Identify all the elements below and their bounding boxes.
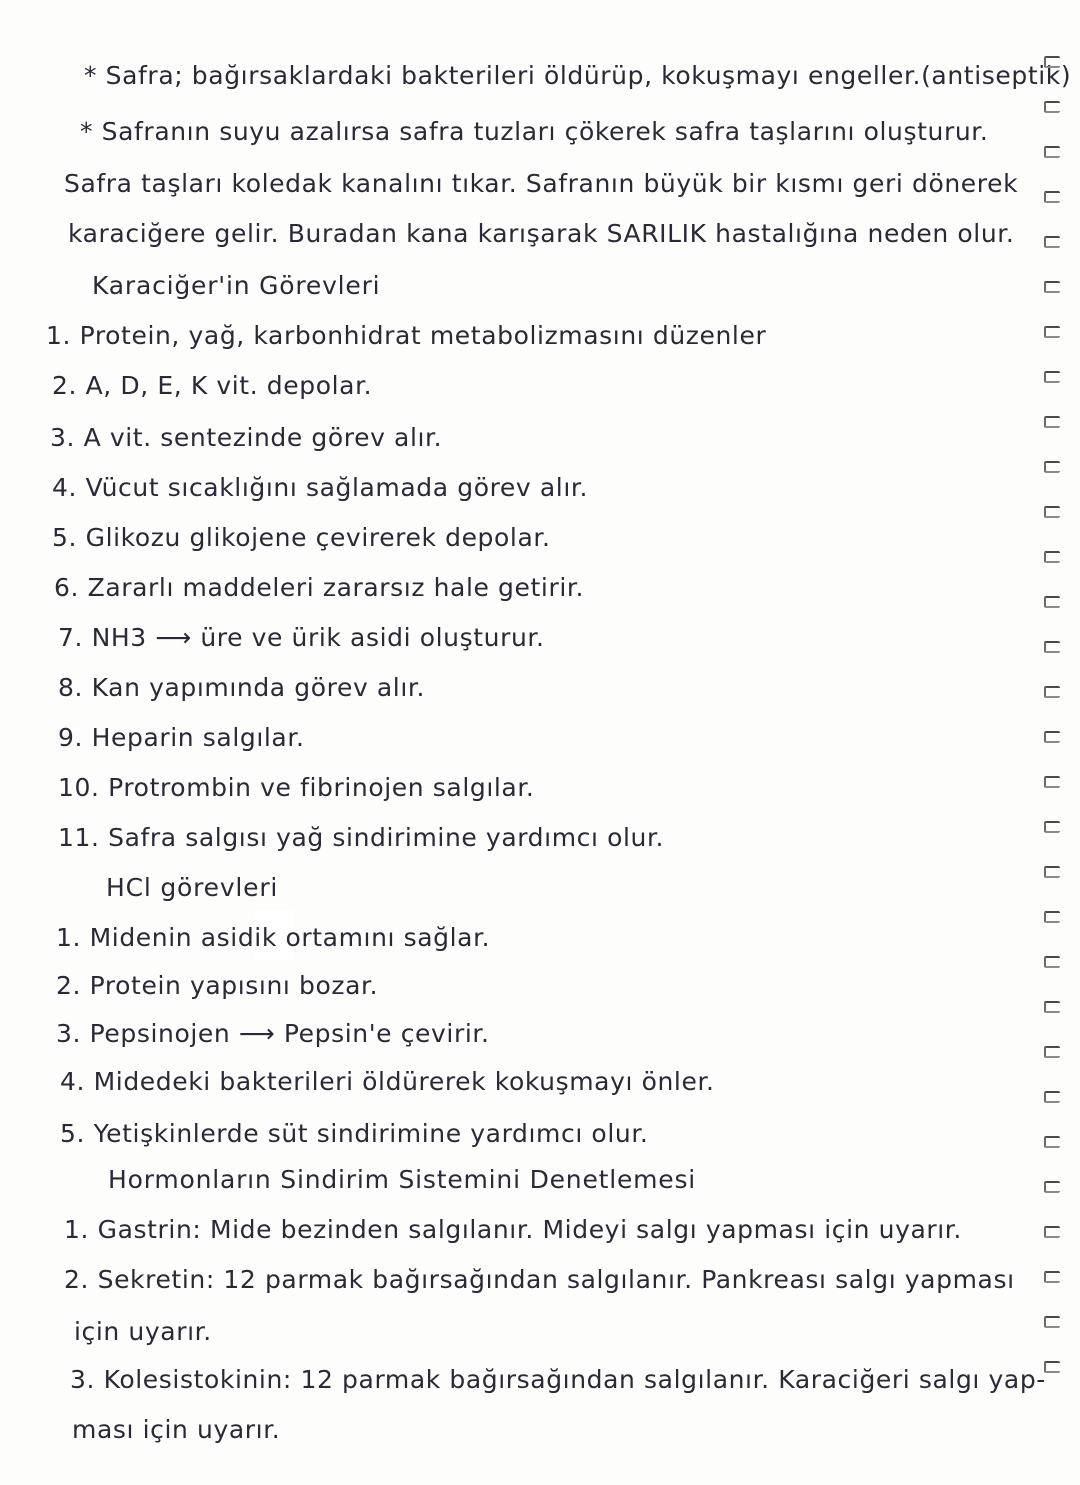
list-item: 6. Zararlı maddeleri zararsız hale getirir. (54, 573, 584, 602)
list-item: 3. Pepsinojen ⟶ Pepsin'e çevirir. (56, 1019, 490, 1048)
binding-ring (1044, 641, 1060, 653)
binding-ring (1044, 236, 1060, 248)
note-line: * Safra; bağırsaklardaki bakterileri öldürüp, kokuşmayı engeller.(antiseptik) (84, 61, 1072, 90)
list-item: 5. Yetişkinlerde süt sindirimine yardımcı olur. (60, 1119, 649, 1148)
binding-ring (1044, 1046, 1060, 1058)
binding-ring (1044, 371, 1060, 383)
list-item: 1. Protein, yağ, karbonhidrat metabolizmasını düzenler (46, 321, 767, 350)
binding-ring (1044, 101, 1060, 113)
binding-ring (1044, 821, 1060, 833)
binding-ring (1044, 551, 1060, 563)
list-item: 2. Protein yapısını bozar. (56, 971, 379, 1000)
binding-ring (1044, 866, 1060, 878)
list-item: ması için uyarır. (72, 1415, 281, 1444)
binding-ring (1044, 911, 1060, 923)
list-item: 8. Kan yapımında görev alır. (58, 673, 426, 702)
list-item: için uyarır. (74, 1317, 212, 1346)
note-line: Safra taşları koledak kanalını tıkar. Safranın büyük bir kısmı geri dönerek (64, 169, 1019, 198)
binding-ring (1044, 956, 1060, 968)
note-line: * Safranın suyu azalırsa safra tuzları çökerek safra taşlarını oluşturur. (80, 117, 989, 146)
list-item: 2. Sekretin: 12 parmak bağırsağından salgılanır. Pankreası salgı yapması (64, 1265, 1015, 1294)
list-item: 11. Safra salgısı yağ sindirimine yardımcı olur. (58, 823, 665, 852)
binding-ring (1044, 281, 1060, 293)
binding-ring (1044, 506, 1060, 518)
list-item: 1. Gastrin: Mide bezinden salgılanır. Mideyi salgı yapması için uyarır. (64, 1215, 962, 1244)
binding-ring (1044, 1091, 1060, 1103)
binding-ring (1044, 1001, 1060, 1013)
binding-ring (1044, 1181, 1060, 1193)
binding-ring (1044, 416, 1060, 428)
section-heading-hcl: HCl görevleri (106, 873, 279, 902)
note-line: karaciğere gelir. Buradan kana karışarak SARILIK hastalığına neden olur. (68, 219, 1015, 248)
binding-ring (1044, 1136, 1060, 1148)
list-item: 9. Heparin salgılar. (58, 723, 305, 752)
list-item: 2. A, D, E, K vit. depolar. (52, 371, 373, 400)
binding-ring (1044, 191, 1060, 203)
spiral-binding (1040, 56, 1066, 1476)
section-heading-hormones: Hormonların Sindirim Sistemini Denetlemesi (108, 1165, 697, 1194)
list-item: 4. Vücut sıcaklığını sağlamada görev alır. (52, 473, 588, 502)
binding-ring (1044, 686, 1060, 698)
binding-ring (1044, 326, 1060, 338)
binding-ring (1044, 776, 1060, 788)
binding-ring (1044, 731, 1060, 743)
binding-ring (1044, 1226, 1060, 1238)
list-item: 7. NH3 ⟶ üre ve ürik asidi oluşturur. (58, 623, 545, 652)
binding-ring (1044, 596, 1060, 608)
list-item: 3. A vit. sentezinde görev alır. (50, 423, 443, 452)
section-heading-liver: Karaciğer'in Görevleri (92, 271, 381, 300)
binding-ring (1044, 146, 1060, 158)
binding-ring (1044, 1271, 1060, 1283)
list-item: 10. Protrombin ve fibrinojen salgılar. (58, 773, 535, 802)
binding-ring (1044, 1361, 1060, 1373)
list-item: 1. Midenin asidik ortamını sağlar. (56, 923, 491, 952)
binding-ring (1044, 461, 1060, 473)
binding-ring (1044, 1316, 1060, 1328)
list-item: 3. Kolesistokinin: 12 parmak bağırsağından salgılanır. Karaciğeri salgı yap- (70, 1365, 1046, 1394)
list-item: 4. Midedeki bakterileri öldürerek kokuşmayı önler. (60, 1067, 715, 1096)
binding-ring (1044, 56, 1060, 68)
list-item: 5. Glikozu glikojene çevirerek depolar. (52, 523, 551, 552)
